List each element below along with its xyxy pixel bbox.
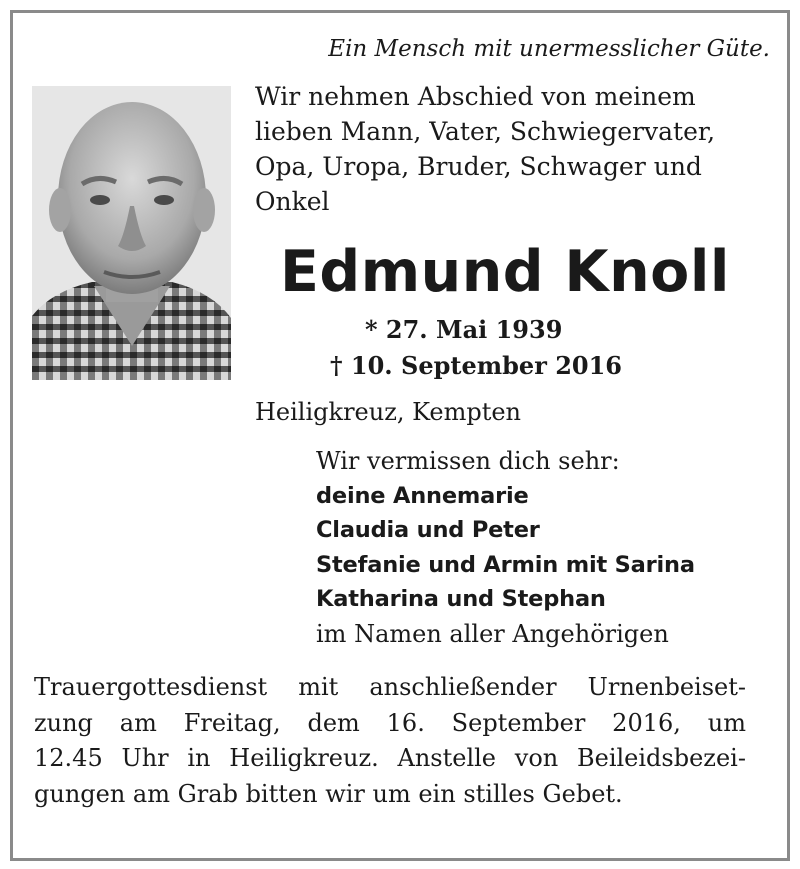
- deceased-name: Edmund Knoll: [280, 239, 730, 305]
- service-word: Beileidsbezei-: [576, 744, 746, 772]
- service-word: um: [707, 708, 746, 737]
- service-word: in: [187, 744, 211, 772]
- service-word: gungen am Grab bitten wir um ein stilles Gebet.: [34, 779, 623, 808]
- mourners-closing: im Namen aller Angehörigen: [316, 619, 669, 648]
- service-word: 2016,: [612, 708, 681, 737]
- service-word: zung: [34, 708, 93, 737]
- birth-date: * 27. Mai 1939: [365, 315, 563, 344]
- intro-text: [255, 79, 755, 219]
- mourner-name: deine Annemarie: [316, 482, 529, 509]
- mourners-heading: Wir vermissen dich sehr:: [316, 447, 620, 475]
- mourner-name: Claudia und Peter: [316, 517, 540, 543]
- service-word: Trauergottesdienst: [34, 673, 268, 701]
- service-word: Uhr: [121, 744, 169, 772]
- motto: Ein Mensch mit unermesslicher Güte.: [328, 36, 770, 62]
- place: Heiligkreuz, Kempten: [255, 398, 522, 426]
- service-word: Anstelle: [397, 744, 497, 772]
- service-word: anschließender: [369, 673, 557, 701]
- intro-line: Onkel: [255, 187, 330, 216]
- service-line: [34, 706, 746, 742]
- service-word: September: [451, 708, 586, 737]
- service-word: Freitag,: [183, 708, 281, 737]
- intro-line: lieben Mann, Vater, Schwiegervater,: [255, 117, 716, 146]
- intro-line: Opa, Uropa, Bruder, Schwager und: [255, 152, 702, 181]
- service-word: dem: [307, 708, 360, 737]
- service-word: am: [119, 708, 157, 737]
- service-line: [34, 777, 746, 813]
- death-date: † 10. September 2016: [330, 351, 622, 380]
- service-word: Urnenbeiset-: [587, 673, 746, 701]
- life-dates: [330, 312, 622, 384]
- portrait-photo: [32, 86, 231, 380]
- service-word: 16.: [386, 708, 425, 737]
- mourners-block: [316, 444, 695, 651]
- service-word: mit: [298, 673, 339, 701]
- service-line: [34, 670, 746, 706]
- service-text: [34, 670, 746, 812]
- intro-line: Wir nehmen Abschied von meinem: [255, 82, 696, 111]
- service-line: [34, 741, 746, 777]
- mourner-name: Stefanie und Armin mit Sarina: [316, 551, 695, 578]
- service-word: 12.45: [34, 744, 103, 772]
- service-word: Heiligkreuz.: [229, 744, 379, 772]
- mourner-name: Katharina und Stephan: [316, 586, 606, 612]
- service-word: von: [514, 744, 559, 772]
